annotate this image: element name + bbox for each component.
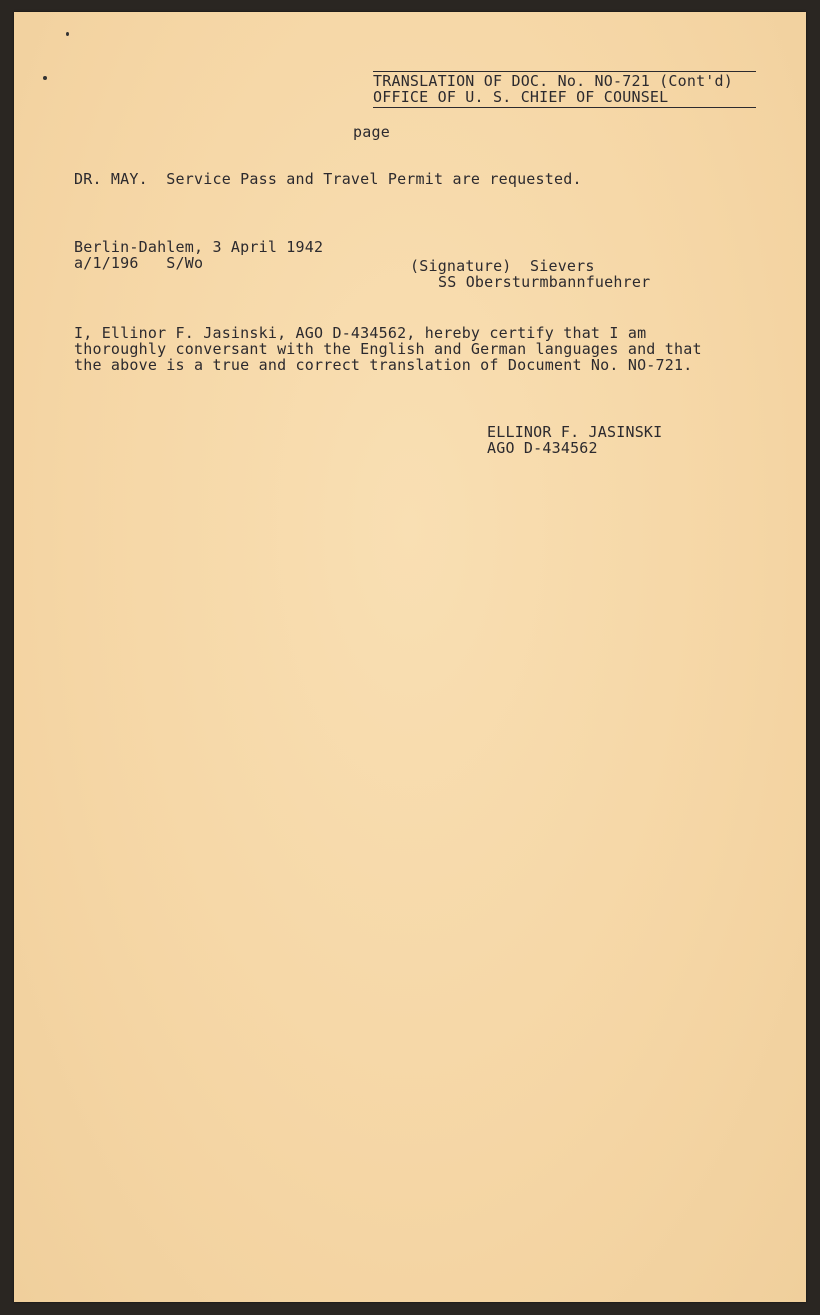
header-translation-line: TRANSLATION OF DOC. No. NO-721 (Cont'd) (373, 72, 733, 90)
place-date: Berlin-Dahlem, 3 April 1942 (74, 238, 324, 256)
page-label: page (353, 123, 390, 141)
request-line: DR. MAY. Service Pass and Travel Permit are requested. (74, 170, 582, 188)
signature-line: (Signature) Sievers (410, 257, 595, 275)
certification-line-1: I, Ellinor F. Jasinski, AGO D-434562, hereby certify that I am (74, 324, 647, 342)
header-bottom-rule (373, 107, 756, 108)
signature-rank: SS Obersturmbannfuehrer (438, 273, 651, 291)
certification-line-3: the above is a true and correct translation of Document No. NO-721. (74, 356, 693, 374)
translator-id: AGO D-434562 (487, 439, 598, 457)
reference-code: a/1/196 S/Wo (74, 254, 204, 272)
translator-name: ELLINOR F. JASINSKI (487, 423, 663, 441)
header-office-line: OFFICE OF U. S. CHIEF OF COUNSEL (373, 88, 669, 106)
certification-line-2: thoroughly conversant with the English and German languages and that (74, 340, 702, 358)
document-page (14, 12, 806, 1302)
paper-speck (43, 76, 47, 80)
paper-speck (66, 32, 69, 36)
